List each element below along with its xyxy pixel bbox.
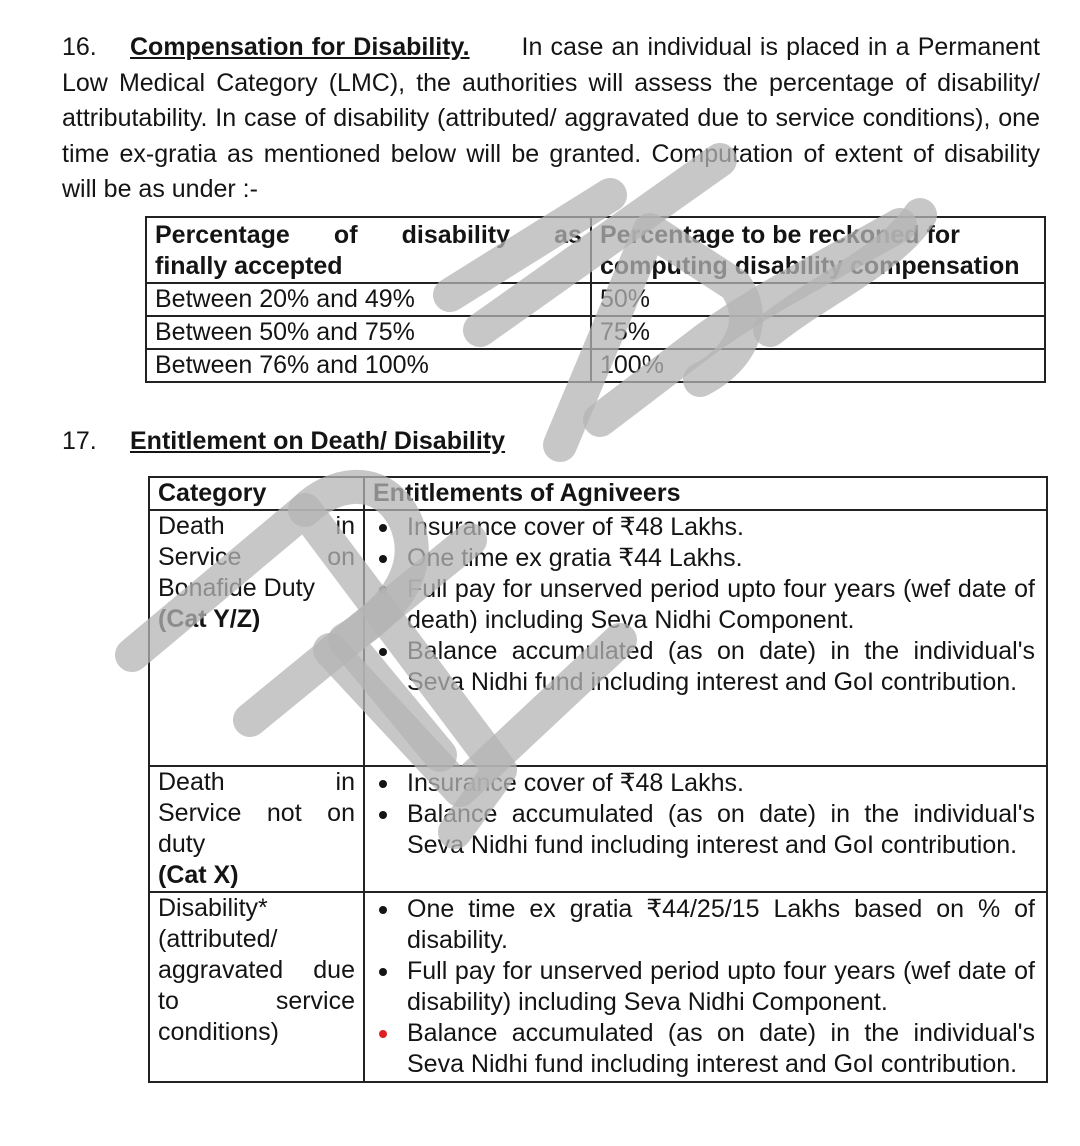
compensation-value-cell: 75% — [591, 316, 1045, 349]
entitlements-list — [366, 512, 1045, 698]
list-item: One time ex gratia ₹44 Lakhs. — [374, 543, 1035, 574]
category-word: to — [158, 987, 179, 1015]
category-word: due — [313, 956, 355, 984]
table-header-row — [146, 217, 1045, 283]
header-line-1 — [155, 220, 582, 251]
category-word: in — [335, 512, 355, 540]
category-line — [158, 986, 355, 1017]
category-word: Service — [158, 543, 242, 571]
table-row — [146, 349, 1045, 382]
disability-range-cell: Between 50% and 75% — [146, 316, 591, 349]
header-line-2: finally accepted — [155, 252, 343, 280]
category-header: Category — [149, 477, 364, 510]
compensation-value-cell: 100% — [591, 349, 1045, 382]
entitlements-header: Entitlements of Agniveers — [364, 477, 1047, 510]
category-code: (Cat X) — [158, 861, 239, 889]
disability-percentage-table — [145, 216, 1046, 383]
section-17-number: 17. — [62, 427, 97, 455]
category-cell — [149, 892, 364, 1082]
list-item: Balance accumulated (as on date) in the individual's Seva Nidhi fund including interest and GoI contribution. — [374, 799, 1035, 861]
category-word: in — [335, 768, 355, 796]
entitlements-cell — [364, 766, 1047, 892]
table-row — [149, 892, 1047, 1082]
category-line: duty — [158, 830, 206, 858]
category-cell — [149, 510, 364, 766]
compensation-value-cell: 50% — [591, 283, 1045, 316]
header-word: Percentage — [155, 221, 290, 249]
entitlement-table — [148, 476, 1048, 1083]
list-item: Full pay for unserved period upto four years (wef date of disability) including Seva Nidhi Component. — [374, 956, 1035, 1018]
entitlements-cell — [364, 892, 1047, 1082]
entitlements-cell — [364, 510, 1047, 766]
header-word: of — [333, 221, 358, 249]
category-line: Disability* — [158, 894, 268, 922]
list-item: Balance accumulated (as on date) in the individual's Seva Nidhi fund including interest and GoI contribution. — [374, 636, 1035, 698]
category-word: Service — [158, 799, 242, 827]
category-word: Death — [158, 768, 225, 796]
list-item: Balance accumulated (as on date) in the individual's Seva Nidhi fund including interest and GoI contribution. — [374, 1018, 1035, 1080]
category-line — [158, 798, 355, 829]
category-code: (Cat Y/Z) — [158, 605, 261, 633]
category-word: on — [327, 799, 355, 827]
category-line — [158, 955, 355, 986]
category-line — [158, 511, 355, 542]
category-word: on — [327, 543, 355, 571]
list-item: One time ex gratia ₹44/25/15 Lakhs based on % of disability. — [374, 894, 1035, 956]
category-line: conditions) — [158, 1018, 279, 1046]
section-16-text: In case an individual is placed in a Permanent Low Medical Category (LMC), the authorities will assess the percentage of disability/ attributability. In case of disability (attributed/ aggravated due to service conditions), one time ex-gratia as mentioned below will be granted. Computation of extent of disability will be as under :- — [62, 33, 1040, 203]
disability-accepted-header — [146, 217, 591, 283]
category-line: Bonafide Duty — [158, 574, 316, 602]
list-item: Insurance cover of ₹48 Lakhs. — [374, 512, 1035, 543]
section-17-heading: Entitlement on Death/ Disability — [130, 427, 506, 455]
section-16-number: 16. — [62, 33, 97, 61]
entitlements-list — [366, 894, 1045, 1080]
table-row — [149, 766, 1047, 892]
list-item: Full pay for unserved period upto four years (wef date of death) including Seva Nidhi Component. — [374, 574, 1035, 636]
table-header-row — [149, 477, 1047, 510]
category-word: aggravated — [158, 956, 284, 984]
entitlements-list — [366, 768, 1045, 861]
category-word: Death — [158, 512, 225, 540]
category-word: not — [266, 799, 302, 827]
category-word: service — [275, 987, 355, 1015]
header-word: as — [554, 221, 582, 249]
category-cell — [149, 766, 364, 892]
compensation-reckoned-header: Percentage to be reckoned for computing disability compensation — [591, 217, 1045, 283]
list-item: Insurance cover of ₹48 Lakhs. — [374, 768, 1035, 799]
category-line — [158, 767, 355, 798]
table-row — [149, 510, 1047, 766]
category-line: (attributed/ — [158, 925, 278, 953]
disability-range-cell: Between 20% and 49% — [146, 283, 591, 316]
table-row — [146, 283, 1045, 316]
section-16-heading: Compensation for Disability. — [130, 33, 470, 61]
header-word: disability — [401, 221, 511, 249]
category-line — [158, 542, 355, 573]
disability-range-cell: Between 76% and 100% — [146, 349, 591, 382]
section-17-heading-line — [62, 424, 505, 458]
section-16-paragraph — [62, 30, 1040, 208]
table-row — [146, 316, 1045, 349]
